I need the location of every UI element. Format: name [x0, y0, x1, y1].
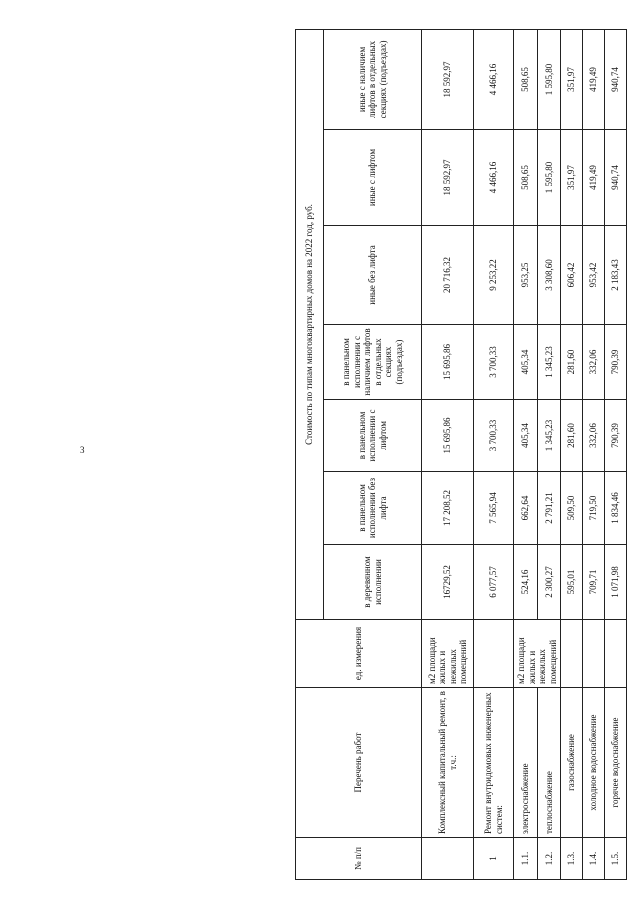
- cell-value: 524,16: [514, 545, 538, 620]
- cell-value: 17 208,52: [422, 472, 474, 545]
- header-type: иные без лифта: [324, 226, 422, 325]
- cell-value: 790,39: [605, 325, 627, 400]
- cell-value: 1 071,98: [605, 545, 627, 620]
- rotated-table-layer: [295, 30, 625, 880]
- row-unit-empty: [605, 620, 627, 688]
- table-row: [514, 29, 538, 879]
- cell-value: 1 345,23: [537, 325, 561, 400]
- cell-value: 6 077,57: [474, 545, 514, 620]
- cell-value: 3 700,33: [474, 325, 514, 400]
- row-name: холодное водоснабжение: [583, 688, 605, 838]
- cell-value: 1 345,23: [537, 400, 561, 472]
- header-unit: ед. измерения: [296, 620, 422, 688]
- cell-value: 606,42: [561, 226, 583, 325]
- header-cost-group: Стоимость по типам многоквартирных домов на 2022 год, руб.: [296, 29, 324, 619]
- cell-value: 2 300,27: [537, 545, 561, 620]
- cell-value: 9 253,22: [474, 226, 514, 325]
- table-header-row: [296, 29, 324, 879]
- header-type: в деревянном исполнении: [324, 545, 422, 620]
- row-unit: м2 площади жилых и нежилых помещений: [422, 620, 474, 688]
- row-num: 1.5.: [605, 838, 627, 880]
- header-type: в панельном исполнении без лифта: [324, 472, 422, 545]
- cell-value: 662,64: [514, 472, 538, 545]
- row-unit: м2 площади жилых и нежилых помещений: [514, 620, 561, 688]
- table-row-complex: [422, 29, 474, 879]
- cell-value: 419,49: [583, 29, 605, 129]
- table-row: [474, 29, 514, 879]
- row-name: Ремонт внутридомовых инженерных систем:: [474, 688, 514, 838]
- header-type: иные с лифтом: [324, 130, 422, 226]
- cell-value: 4 466,16: [474, 29, 514, 129]
- row-num: [422, 838, 474, 880]
- row-num: 1.1.: [514, 838, 538, 880]
- cell-value: 15 695,86: [422, 400, 474, 472]
- header-type: иные с наличием лифтов в отдельных секциях (подъездах): [324, 29, 422, 129]
- header-type: в панельном исполнении с лифтом: [324, 400, 422, 472]
- table-row: [583, 29, 605, 879]
- cell-value: 18 592,97: [422, 130, 474, 226]
- cell-value: 18 592,97: [422, 29, 474, 129]
- cell-value: 2 183,43: [605, 226, 627, 325]
- table-row: [605, 29, 627, 879]
- cell-value: 2 791,21: [537, 472, 561, 545]
- row-name: теплоснабжение: [537, 688, 561, 838]
- cell-value: 4 466,16: [474, 130, 514, 226]
- row-unit-empty: [561, 620, 583, 688]
- row-num: 1: [474, 838, 514, 880]
- row-num: 1.4.: [583, 838, 605, 880]
- cell-value: 15 695,86: [422, 325, 474, 400]
- cell-value: 595,01: [561, 545, 583, 620]
- cell-value: 508,65: [514, 130, 538, 226]
- cost-table: [295, 29, 627, 880]
- cell-value: 1 595,80: [537, 130, 561, 226]
- cell-value: 940,74: [605, 29, 627, 129]
- cell-value: 1 595,80: [537, 29, 561, 129]
- row-name: электроснабжение: [514, 688, 538, 838]
- cell-value: 20 716,32: [422, 226, 474, 325]
- cell-value: 332,06: [583, 400, 605, 472]
- cell-value: 790,39: [605, 400, 627, 472]
- cell-value: 419,49: [583, 130, 605, 226]
- table-row: [561, 29, 583, 879]
- cell-value: 3 700,33: [474, 400, 514, 472]
- cell-value: 405,34: [514, 400, 538, 472]
- cell-value: 719,50: [583, 472, 605, 545]
- table-row: [537, 29, 561, 879]
- cell-value: 281,60: [561, 325, 583, 400]
- page-number: 3: [80, 445, 85, 455]
- header-num: № п/п: [296, 838, 422, 880]
- row-num: 1.2.: [537, 838, 561, 880]
- cell-value: 709,71: [583, 545, 605, 620]
- cell-value: 332,06: [583, 325, 605, 400]
- cell-value: 953,42: [583, 226, 605, 325]
- cell-value: 351,97: [561, 29, 583, 129]
- header-works: Перечень работ: [296, 688, 422, 838]
- cell-value: 940,74: [605, 130, 627, 226]
- cell-value: 953,25: [514, 226, 538, 325]
- row-unit-empty: [474, 620, 514, 688]
- cell-value: 405,34: [514, 325, 538, 400]
- cell-value: 351,97: [561, 130, 583, 226]
- cell-value: 16729,52: [422, 545, 474, 620]
- row-num: 1.3.: [561, 838, 583, 880]
- cell-value: 281,60: [561, 400, 583, 472]
- cell-value: 1 834,46: [605, 472, 627, 545]
- cell-value: 509,50: [561, 472, 583, 545]
- cell-value: 508,65: [514, 29, 538, 129]
- row-name: Комплексный капитальный ремонт, в т.ч.:: [422, 688, 474, 838]
- row-unit-empty: [583, 620, 605, 688]
- cell-value: 7 565,94: [474, 472, 514, 545]
- cell-value: 3 308,60: [537, 226, 561, 325]
- header-type: в панельном исполнении с наличием лифтов в отдельных секциях (подъездах): [324, 325, 422, 400]
- row-name: газоснабжение: [561, 688, 583, 838]
- row-name: горячее водоснабжение: [605, 688, 627, 838]
